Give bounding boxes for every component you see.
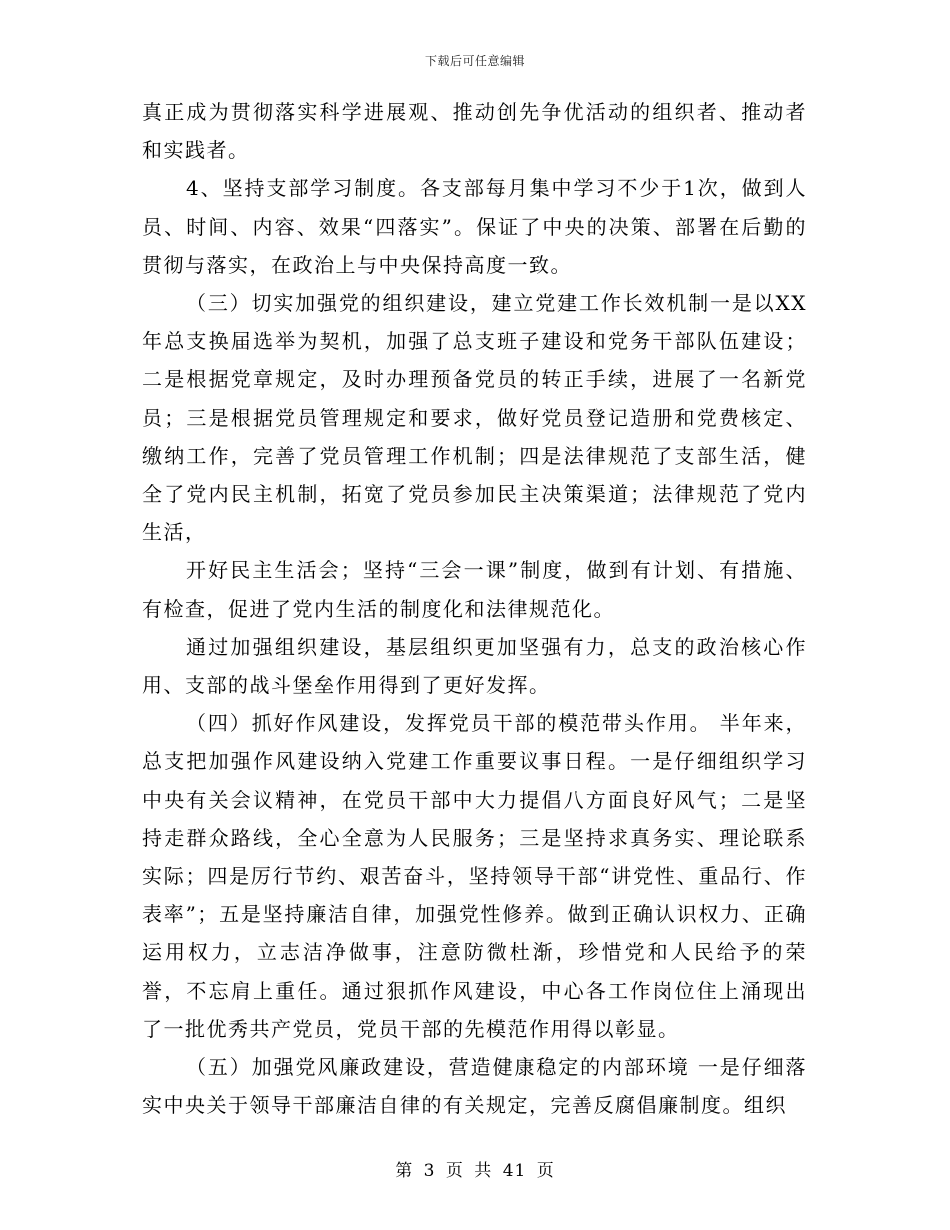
paragraph: （五）加强党风廉政建设，营造健康稳定的内部环境 一是仔细落实中央关于领导干部廉洁自律的有关规定，完善反腐倡廉制度。组织: [142, 1055, 807, 1118]
page-number: 第 3 页 共 41 页: [395, 1161, 555, 1181]
paragraph: 4、坚持支部学习制度。各支部每月集中学习不少于1次，做到人员、时间、内容、效果“四落实”。保证了中央的决策、部署在后勤的贯彻与落实，在政治上与中央保持高度一致。: [142, 176, 807, 277]
paragraph: 开好民主生活会；坚持“三会一课”制度，做到有计划、有措施、有检查，促进了党内生活的制度化和法律规范化。: [142, 558, 807, 621]
document-body: [142, 93, 807, 1124]
page-header: 下载后可任意编辑: [424, 54, 525, 68]
paragraph: （四）抓好作风建设，发挥党员干部的模范带头作用。 半年来，总支把加强作风建设纳入党建工作重要议事日程。一是仔细组织学习中央有关会议精神，在党员干部中大力提倡八方面良好风气；二是坚持走群众路线，全心全意为人民服务；三是坚持求真务实、理论联系实际；四是厉行节约、艰苦奋斗，坚持领导干部“讲党性、重品行、作表率”；五是坚持廉洁自律，加强党性修养。做到正确认识权力、正确运用权力，立志洁净做事，注意防微杜渐，珍惜党和人民给予的荣誉，不忘肩上重任。通过狠抓作风建设，中心各工作岗位住上涌现出了一批优秀共产党员，党员干部的先模范作用得以彰显。: [142, 711, 807, 1041]
paragraph: 真正成为贯彻落实科学进展观、推动创先争优活动的组织者、推动者和实践者。: [142, 100, 807, 163]
paragraph: 通过加强组织建设，基层组织更加坚强有力，总支的政治核心作用、支部的战斗堡垒作用得到了更好发挥。: [142, 634, 807, 698]
paragraph: （三）切实加强党的组织建设，建立党建工作长效机制一是以XX年总支换届选举为契机，加强了总支班子建设和党务干部队伍建设；二是根据党章规定，及时办理预备党员的转正手续，进展了一名新党员；三是根据党员管理规定和要求，做好党员登记造册和党费核定、缴纳工作，完善了党员管理工作机制；四是法律规范了支部生活，健全了党内民主机制，拓宽了党员参加民主决策渠道；法律规范了党内生活，: [142, 291, 807, 545]
